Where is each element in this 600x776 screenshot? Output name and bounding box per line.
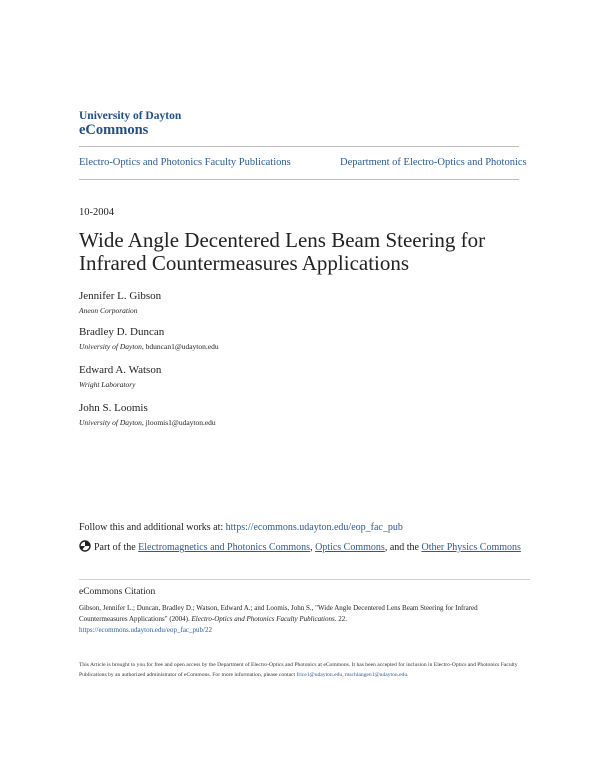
citation-divider (79, 579, 530, 580)
series-link-department[interactable]: Department of Electro-Optics and Photonics (340, 157, 527, 168)
publication-date: 10-2004 (79, 207, 114, 218)
citation-journal: Electro-Optics and Photonics Faculty Publications (191, 615, 335, 623)
follow-label: Follow this and additional works at: (79, 522, 224, 533)
affiliation-org: Aneon Corporation (79, 306, 138, 315)
commons-link-optics[interactable]: Optics Commons (315, 542, 385, 553)
part-of-line (79, 540, 524, 556)
citation-heading: eCommons Citation (79, 587, 156, 597)
author-email[interactable]: bduncan1@udayton.edu (145, 342, 219, 351)
part-of-separator: , (310, 542, 313, 553)
author-name: Bradley D. Duncan (79, 326, 165, 338)
repository-name[interactable]: eCommons (79, 122, 149, 138)
footer-end: . (407, 672, 409, 678)
author-email[interactable]: jloomis1@udayton.edu (145, 418, 216, 427)
series-divider (79, 179, 519, 180)
author-name: Jennifer L. Gibson (79, 290, 162, 302)
citation-url-link[interactable]: https://ecommons.udayton.edu/eop_fac_pub/22 (79, 626, 212, 634)
affiliation-org: Wright Laboratory (79, 380, 136, 389)
author-name: John S. Loomis (79, 402, 148, 414)
affiliation-org: University of Dayton (79, 342, 142, 351)
series-link-publications[interactable]: Electro-Optics and Photonics Faculty Publications (79, 157, 291, 168)
author-name: Edward A. Watson (79, 364, 162, 376)
commons-link-electromagnetics[interactable]: Electromagnetics and Photonics Commons (138, 542, 311, 553)
author-affiliation: University of Dayton, bduncan1@udayton.edu (79, 342, 219, 351)
author-affiliation (79, 380, 135, 389)
footer-text: This Article is brought to you for free and open access by the Department of Electro-Optics and Photonics at eCommons. It has been accepted for inclusion in Electro-Optics and Photonics Faculty Publications by an authorized administrator of eCommons. For more information, please contact (79, 662, 518, 678)
citation-text (79, 603, 524, 636)
follow-url-link[interactable]: https://ecommons.udayton.edu/eop_fac_pub (225, 522, 403, 533)
citation-body: Gibson, Jennifer L.; Duncan, Bradley D.; Watson, Edward A.; and Loomis, John S., "Wide Angle Decentered Lens Beam Steering for Infrared Countermeasures Applications" (2004). (79, 604, 478, 623)
article-title: Wide Angle Decentered Lens Beam Steering for Infrared Countermeasures Applications (79, 228, 486, 275)
network-icon (79, 540, 91, 556)
author-affiliation (79, 306, 138, 315)
footer-notice (79, 660, 524, 680)
citation-number: . 22. (334, 615, 347, 623)
follow-line (79, 522, 403, 533)
part-of-mid: , and the (384, 542, 419, 553)
part-of-prefix: Part of the (94, 542, 136, 553)
commons-link-other-physics[interactable]: Other Physics Commons (421, 542, 521, 553)
institution-name: University of Dayton (79, 110, 182, 122)
author-affiliation: University of Dayton, jloomis1@udayton.edu (79, 418, 216, 427)
contact-email-link[interactable]: frice1@udayton.edu, mschlangen1@udayton.edu (296, 672, 408, 678)
top-divider (79, 146, 519, 147)
affiliation-org: University of Dayton (79, 418, 142, 427)
